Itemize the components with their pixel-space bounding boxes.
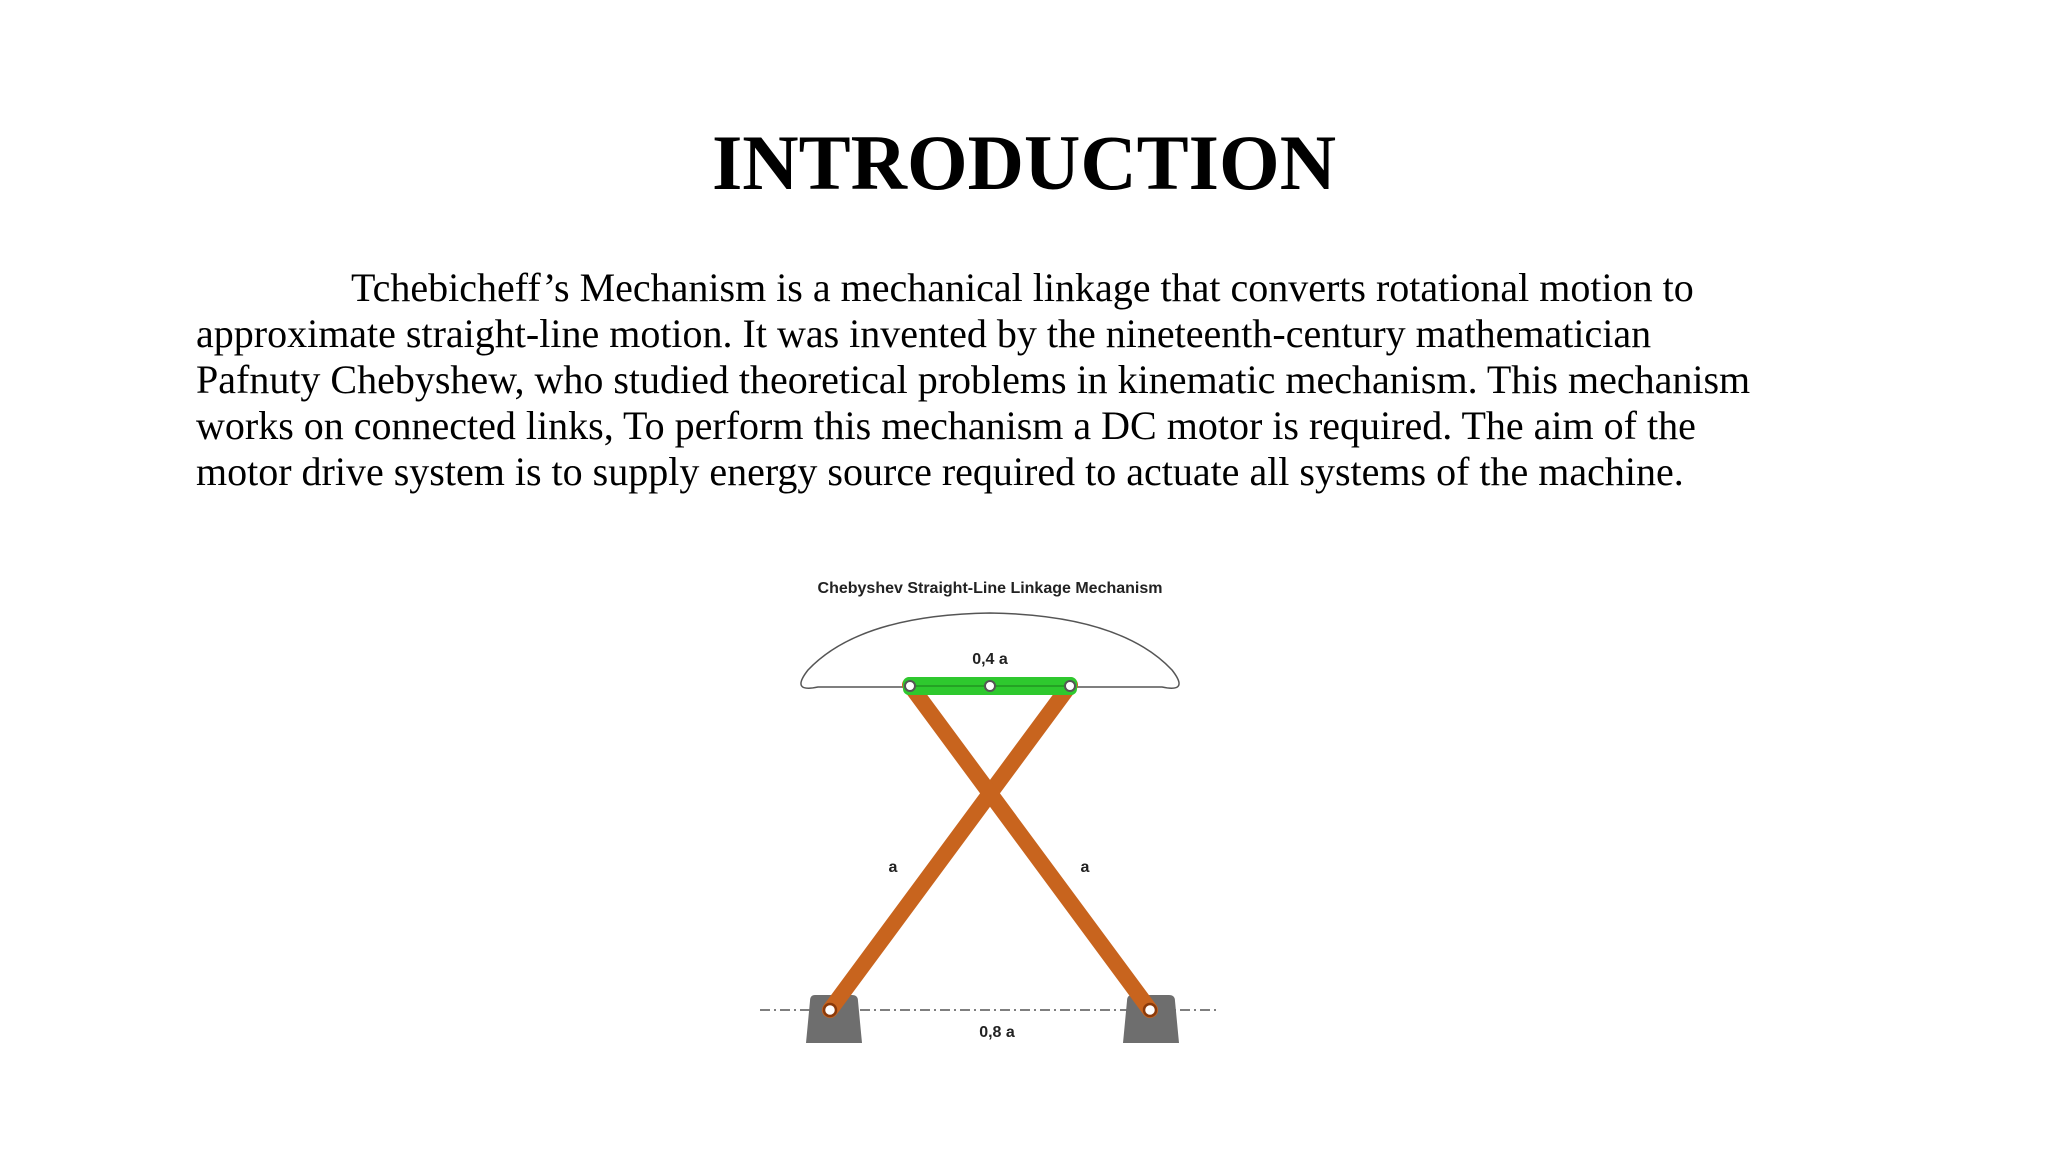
joint-ground-right bbox=[1144, 1004, 1156, 1016]
joint-coupler-right bbox=[1065, 681, 1075, 691]
paragraph-line: works on connected links, To perform this mechanism a DC motor is required. The aim of the bbox=[196, 403, 1696, 448]
paragraph-line: approximate straight-line motion. It was invented by the nineteenth-century mathematician bbox=[196, 311, 1652, 356]
linkage-svg bbox=[750, 565, 1240, 1055]
left-link-length-label: a bbox=[888, 859, 898, 876]
right-link-length-label: a bbox=[1080, 859, 1090, 876]
paragraph-line: motor drive system is to supply energy source required to actuate all systems of the machine. bbox=[196, 449, 1684, 494]
intro-paragraph bbox=[196, 265, 1896, 495]
diagram-title: Chebyshev Straight-Line Linkage Mechanism bbox=[817, 580, 1163, 597]
coupler-length-label: 0,4 a bbox=[972, 651, 1008, 668]
paragraph-line: Pafnuty Chebyshew, who studied theoretical problems in kinematic mechanism. This mechanism bbox=[196, 357, 1751, 402]
paragraph-line: Tchebicheff’s Mechanism is a mechanical linkage that converts rotational motion to bbox=[351, 265, 1694, 310]
joint-coupler-mid bbox=[985, 681, 995, 691]
joint-ground-left bbox=[824, 1004, 836, 1016]
joint-coupler-left bbox=[905, 681, 915, 691]
linkage-diagram bbox=[750, 565, 1240, 1055]
slide-title: INTRODUCTION bbox=[711, 119, 1337, 206]
ground-length-label: 0,8 a bbox=[979, 1024, 1015, 1041]
